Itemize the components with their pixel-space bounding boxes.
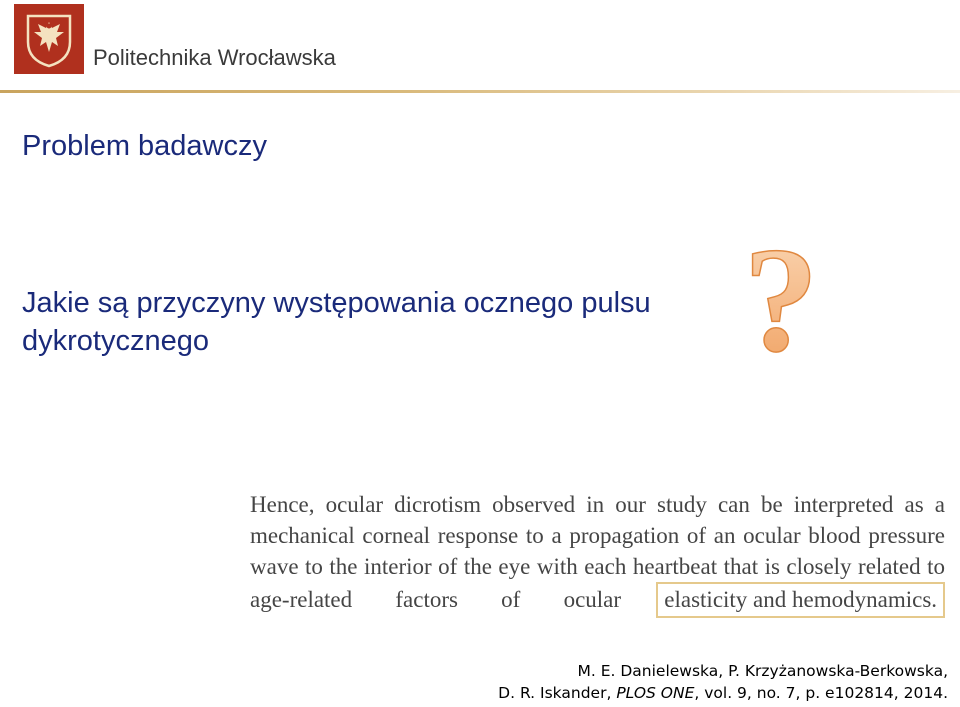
quote-main-text: Hence, ocular dicrotism observed in our study can be interpreted as a mechanical corneal response to a propagation of an ocular blood pressure wave to the interior of the eye with each heartbeat that is closely related to age-related factors of ocular [250,492,945,612]
citation-authors-line1: M. E. Danielewska, P. Krzyżanowska-Berkowska, [577,662,948,680]
eagle-crest-icon [14,4,84,74]
citation-journal: PLOS ONE [616,684,695,702]
citation-line2 [498,682,948,704]
citation-authors-line2: D. R. Iskander, [498,684,617,702]
question-mark-glyph: ? [743,222,819,372]
question-mark-icon [738,222,824,372]
header-divider [0,90,960,93]
citation [498,660,948,704]
university-logo [14,4,84,74]
research-question: Jakie są przyczyny występowania ocznego pulsu dykrotycznego [22,287,651,357]
quote-highlighted-text: elasticity and hemodynamics. [656,582,945,618]
citation-details: , vol. 9, no. 7, p. e102814, 2014. [694,684,948,702]
slide-title: Problem badawczy [22,130,267,162]
university-name: Politechnika Wrocławska [93,45,336,70]
quoted-excerpt [250,489,945,618]
